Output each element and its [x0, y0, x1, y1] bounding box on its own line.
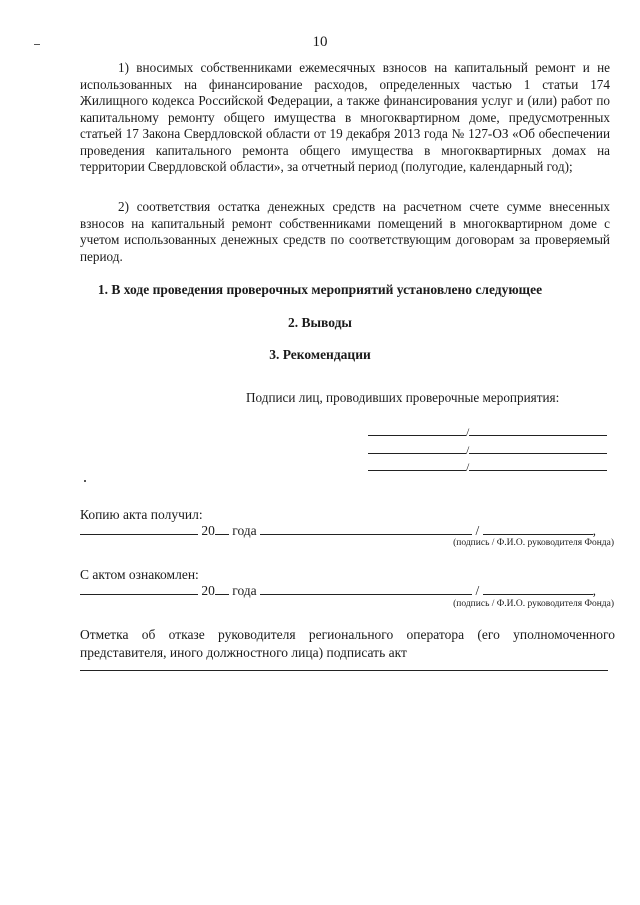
copy-received-label: Копию акта получил: — [80, 507, 203, 522]
refusal-note: Отметка об отказе руководителя регионального оператора (его уполномоченного представителя, иного должностного лица) подписать акт — [80, 627, 615, 660]
heading-conclusions: 2. Выводы — [288, 315, 352, 330]
signature-line-2: / — [368, 442, 607, 458]
refusal-line — [80, 670, 608, 671]
acquainted-caption: (подпись / Ф.И.О. руководителя Фонда) — [453, 599, 614, 609]
paragraph-1: 1) вносимых собственниками ежемесячных взносов на капитальный ремонт и не использованных на финансирование расходов, определенных частью 1 статьи 174 Жилищного кодекса Российской Федерации, а также финансирования услуг и (или) работ по капитальному ремонту общего имущества в многоквартирном доме, предусмотренных статьей 17 Закона Свердловской области от 19 декабря 2013 года № 127-ОЗ «Об обеспечении проведения капитального ремонта общего имущества в многоквартирных домах на территории Свердловской области», за отчетный период (полугодие, календарный год); — [80, 60, 610, 174]
acquainted-fill-row: 20 года / , — [80, 583, 610, 599]
acquainted-label: С актом ознакомлен: — [80, 567, 199, 582]
copy-received-caption: (подпись / Ф.И.О. руководителя Фонда) — [453, 538, 614, 548]
signature-line-1: / — [368, 424, 607, 440]
copy-received-fill-row: 20 года / , — [80, 523, 610, 539]
heading-findings: 1. В ходе проведения проверочных мероприятий установлено следующее — [97, 282, 543, 297]
scan-speck — [84, 480, 86, 482]
signature-line-3: / — [368, 459, 607, 475]
signatures-title: Подписи лиц, проводивших проверочные мероприятия: — [246, 390, 560, 405]
paragraph-2: 2) соответствия остатка денежных средств на расчетном счете сумме внесенных взносов на капитальный ремонт собственниками помещений в многоквартирном доме с учетом использованных денежных средств по соответствующим договорам за проверяемый период. — [80, 199, 610, 264]
heading-recommendations: 3. Рекомендации — [269, 347, 371, 362]
page-number: 10 — [312, 34, 328, 50]
